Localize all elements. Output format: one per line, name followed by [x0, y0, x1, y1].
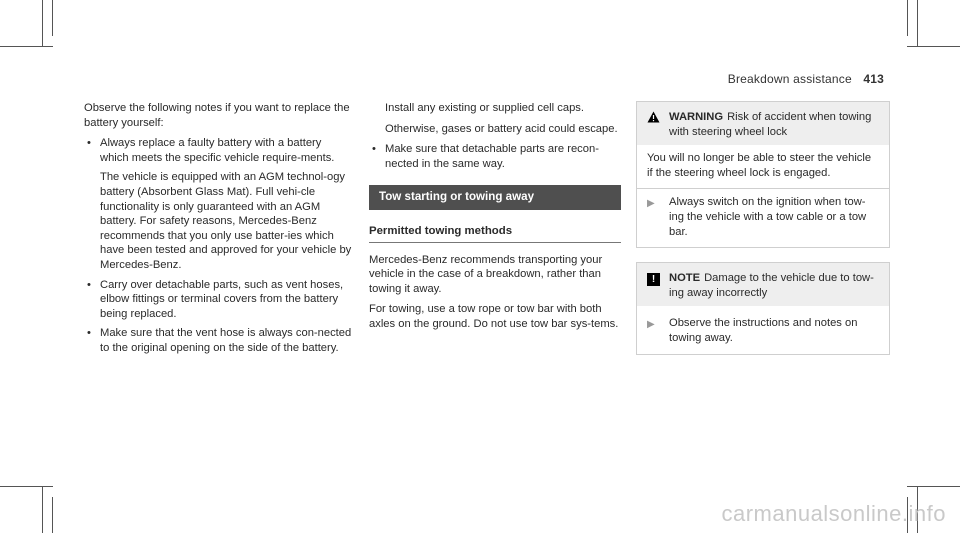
divider [637, 188, 889, 189]
page-header [728, 72, 884, 86]
note-box [636, 262, 890, 354]
column-3 [636, 101, 890, 369]
bullet-icon: • [87, 137, 91, 150]
step-text: Observe the instructions and notes on towing away. [669, 317, 858, 344]
arrow-right-icon: ▶ [647, 319, 655, 331]
page-number: 413 [863, 72, 884, 86]
paragraph: Mercedes-Benz recommends transporting your vehicle in the case of a breakdown, rather than towing it away. [369, 253, 603, 295]
section-title: Tow starting or towing away [369, 185, 621, 210]
crop-mark [0, 486, 53, 487]
list-item [84, 136, 352, 272]
action-step [647, 316, 879, 345]
note-header [637, 263, 889, 306]
note-exclamation-icon: ! [647, 272, 669, 287]
bullet-icon: • [87, 327, 91, 340]
bullet-subtext: The vehicle is equipped with an AGM technol-ogy battery (Absorbent Glass Mat). Full vehi-cle functionality is only guaranteed with an AGM battery. For safety reasons, Mercedes-Benz recommends that you only use batter-ies which have been tested and approved for your vehicle by Mercedes-Benz. [100, 171, 352, 271]
section-name: Breakdown assistance [727, 72, 852, 86]
note-title: Damage to the vehicle due to tow-ing away incorrectly [669, 272, 874, 299]
intro-text: Observe the following notes if you want to replace the battery yourself: [84, 102, 350, 129]
step-text: Always switch on the ignition when tow-ing the vehicle with a tow cable or a tow bar. [669, 196, 867, 238]
crop-mark [42, 486, 43, 533]
arrow-right-icon: ▶ [647, 198, 655, 210]
warning-title: Risk of accident when towing with steering wheel lock [669, 111, 872, 138]
crop-mark [907, 486, 960, 487]
note-label: NOTE [669, 272, 701, 285]
list-item [84, 278, 352, 322]
crop-mark [907, 0, 908, 36]
crop-mark [42, 0, 43, 47]
paragraph: For towing, use a tow rope or tow bar with both axles on the ground. Do not use tow bar sys-tems. [369, 303, 619, 330]
list-item [369, 142, 621, 171]
warning-body [637, 145, 889, 247]
crop-mark [52, 497, 53, 533]
column-2 [369, 101, 621, 338]
column-1 [84, 101, 352, 361]
bullet-text: Make sure that the vent hose is always con-nected to the original opening on the side of the battery. [100, 327, 352, 354]
warning-text: You will no longer be able to steer the vehicle if the steering wheel lock is engaged. [647, 152, 872, 179]
subsection-title: Permitted towing methods [369, 224, 621, 243]
crop-mark [0, 46, 53, 47]
crop-mark [917, 0, 918, 47]
cell-caps-text: Install any existing or supplied cell caps. [385, 102, 584, 114]
warning-triangle-icon [647, 111, 669, 128]
bullet-text: Always replace a faulty battery with a battery which meets the specific vehicle require-ments. [100, 137, 335, 164]
action-step [647, 195, 879, 239]
warning-box [636, 101, 890, 248]
list-item [84, 326, 352, 355]
crop-mark [907, 46, 960, 47]
cell-caps-warning-text: Otherwise, gases or battery acid could escape. [385, 122, 618, 135]
bullet-icon: • [87, 278, 91, 291]
warning-label: WARNING [669, 111, 724, 123]
bullet-icon: • [372, 143, 376, 156]
watermark: carmanualsonline.info [721, 501, 946, 526]
warning-header [637, 102, 889, 145]
crop-mark [52, 0, 53, 36]
bullet-text: Make sure that detachable parts are recon-nected in the same way. [385, 143, 599, 170]
bullet-text: Carry over detachable parts, such as vent hoses, elbow fittings or terminal covers from the battery being replaced. [100, 278, 344, 320]
note-body [637, 306, 889, 353]
